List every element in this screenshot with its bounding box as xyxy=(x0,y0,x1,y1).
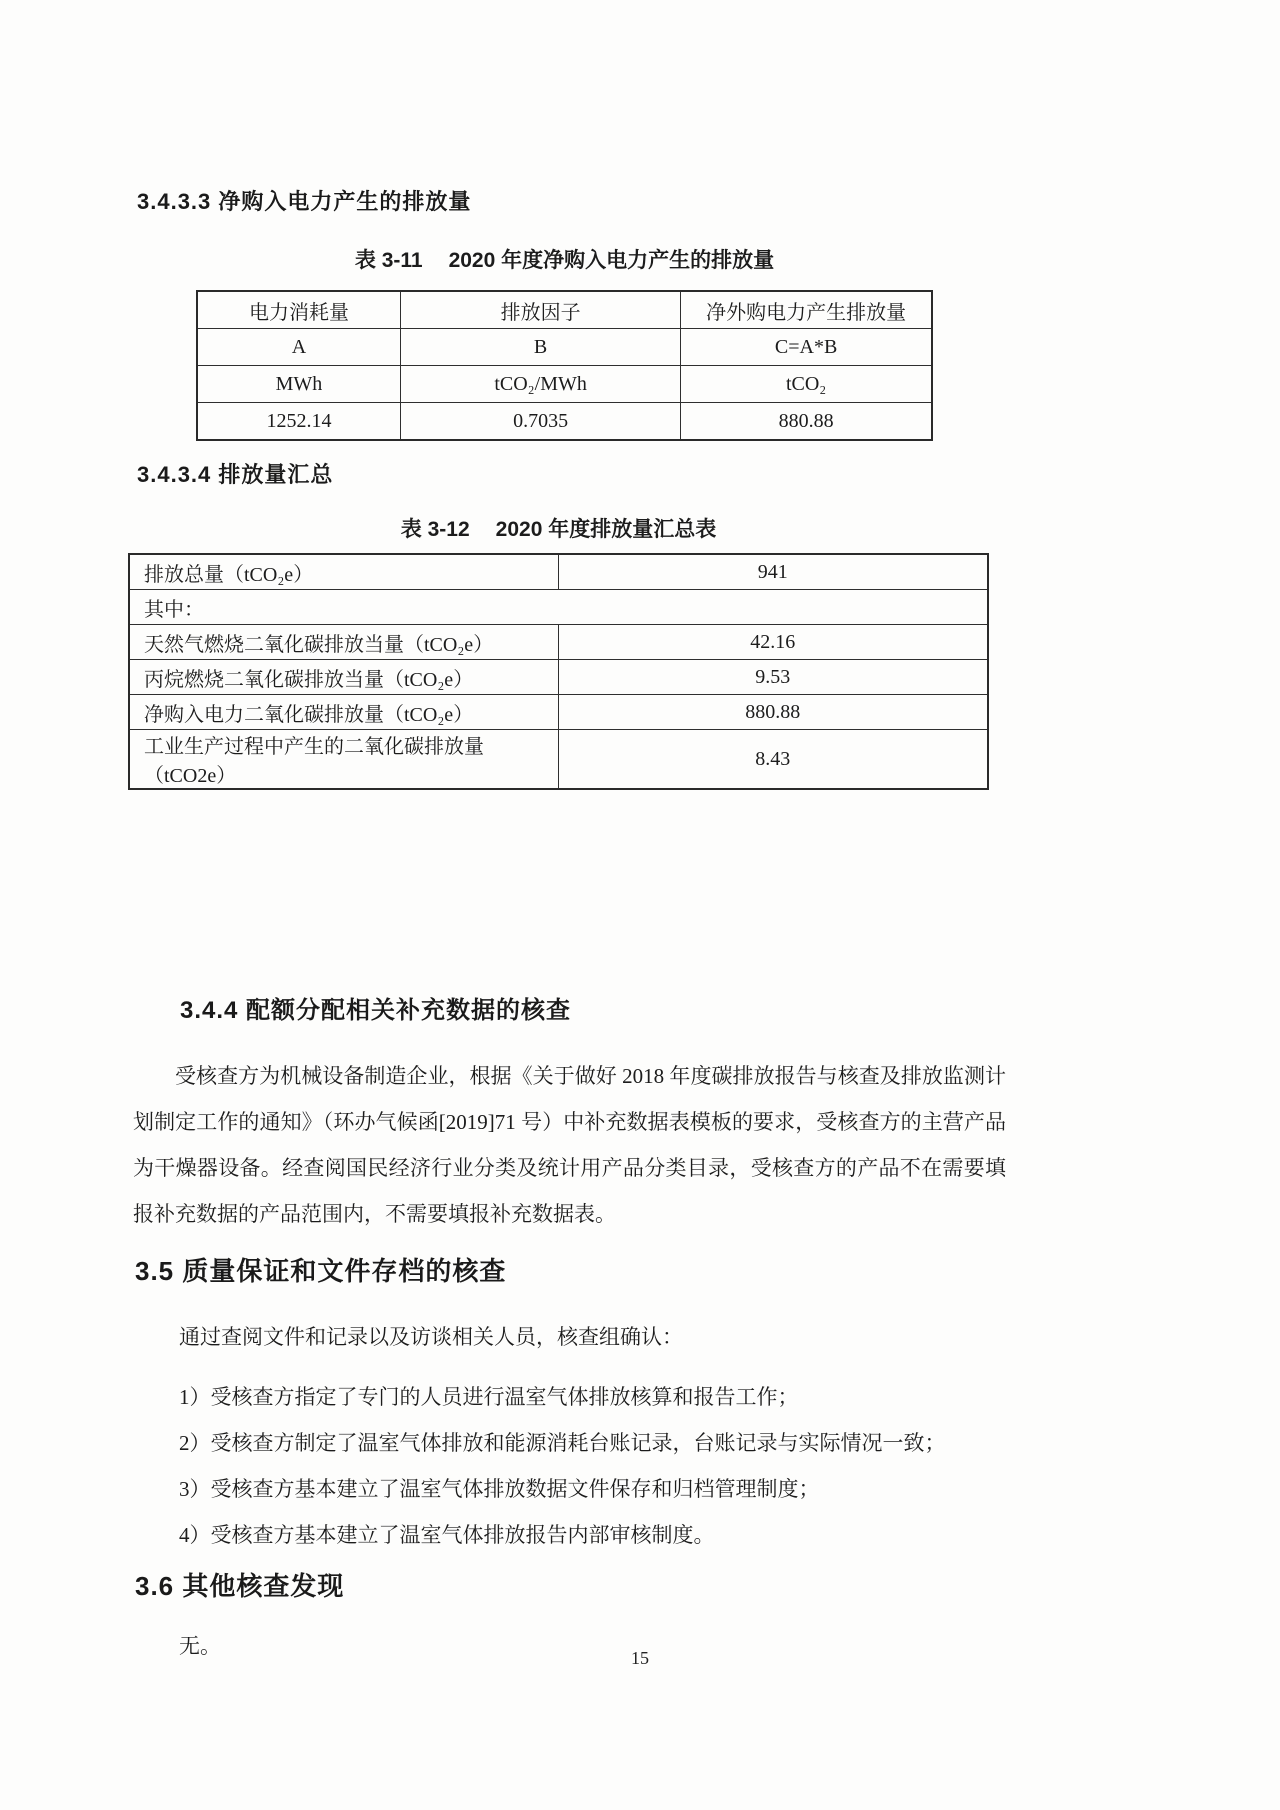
section-heading-35: 3.5 质量保证和文件存档的核查 xyxy=(135,1256,507,1286)
table-cell: 9.53 xyxy=(558,660,988,695)
table-3-11-caption xyxy=(196,244,933,274)
table-row xyxy=(129,554,988,590)
list-item: 2）受核查方制定了温室气体排放和能源消耗台账记录，台账记录与实际情况一致； xyxy=(179,1431,946,1455)
table-row xyxy=(129,625,988,660)
table-row xyxy=(197,291,932,329)
table-cell: 0.7035 xyxy=(400,403,680,441)
table-row xyxy=(129,695,988,730)
table-3-11-caption-label: 表 3-11 xyxy=(354,249,423,272)
table-cell: 880.88 xyxy=(681,403,932,441)
table-cell: tCO₂/MWh xyxy=(400,366,680,403)
table-cell: MWh xyxy=(197,366,400,403)
table-3-12-caption-title: 2020 年度排放量汇总表 xyxy=(495,518,717,541)
table-cell: 净外购电力产生排放量 xyxy=(681,291,932,329)
table-cell: 净购入电力二氧化碳排放量（tCO₂e） xyxy=(129,695,558,730)
table-cell: 941 xyxy=(558,554,988,590)
table-row xyxy=(197,329,932,366)
table-cell: A xyxy=(197,329,400,366)
list-item: 4）受核查方基本建立了温室气体排放报告内部审核制度。 xyxy=(179,1523,715,1547)
list-item: 3）受核查方基本建立了温室气体排放数据文件保存和归档管理制度； xyxy=(179,1477,820,1501)
table-cell: 8.43 xyxy=(558,730,988,790)
table-cell: 排放总量（tCO₂e） xyxy=(129,554,558,590)
section-36-body: 无。 xyxy=(179,1634,221,1658)
table-row xyxy=(129,730,988,790)
table-cell: tCO₂ xyxy=(681,366,932,403)
section-heading-344: 3.4.4 配额分配相关补充数据的核查 xyxy=(180,997,572,1024)
table-cell: 天然气燃烧二氧化碳排放当量（tCO₂e） xyxy=(129,625,558,660)
section-344-paragraph: 受核查方为机械设备制造企业，根据《关于做好 2018 年度碳排放报告与核查及排放监测计划制定工作的通知》（环办气候函[2019]71 号）中补充数据表模板的要求，受核查方的主营产品为干燥器设备。经查阅国民经济行业分类及统计用产品分类目录，受核查方的产品不在需要填报补充数据的产品范围内，不需要填报补充数据表。 xyxy=(133,1064,1006,1226)
table-cell: 880.88 xyxy=(558,695,988,730)
list-item: 1）受核查方指定了专门的人员进行温室气体排放核算和报告工作； xyxy=(179,1385,799,1409)
table-3-11 xyxy=(196,290,933,441)
section-heading-3433: 3.4.3.3 净购入电力产生的排放量 xyxy=(137,189,472,214)
section-heading-3434: 3.4.3.4 排放量汇总 xyxy=(137,462,334,487)
table-cell: 其中： xyxy=(129,590,988,625)
table-cell: 1252.14 xyxy=(197,403,400,441)
table-cell: 工业生产过程中产生的二氧化碳排放量（tCO2e） xyxy=(129,730,558,790)
table-cell: C=A*B xyxy=(681,329,932,366)
table-row xyxy=(197,366,932,403)
table-cell: B xyxy=(400,329,680,366)
table-cell: 42.16 xyxy=(558,625,988,660)
table-cell: 丙烷燃烧二氧化碳排放当量（tCO₂e） xyxy=(129,660,558,695)
table-3-12 xyxy=(128,553,989,790)
section-35-intro: 通过查阅文件和记录以及访谈相关人员，核查组确认： xyxy=(179,1325,683,1349)
table-3-12-caption xyxy=(128,513,989,543)
table-row xyxy=(129,590,988,625)
table-row xyxy=(197,403,932,441)
page-number: 15 xyxy=(631,1648,649,1668)
table-3-12-caption-label: 表 3-12 xyxy=(400,518,470,541)
section-heading-36: 3.6 其他核查发现 xyxy=(135,1571,345,1601)
table-row xyxy=(129,660,988,695)
table-3-11-caption-title: 2020 年度净购入电力产生的排放量 xyxy=(448,249,775,272)
table-cell: 电力消耗量 xyxy=(197,291,400,329)
table-cell: 排放因子 xyxy=(400,291,680,329)
